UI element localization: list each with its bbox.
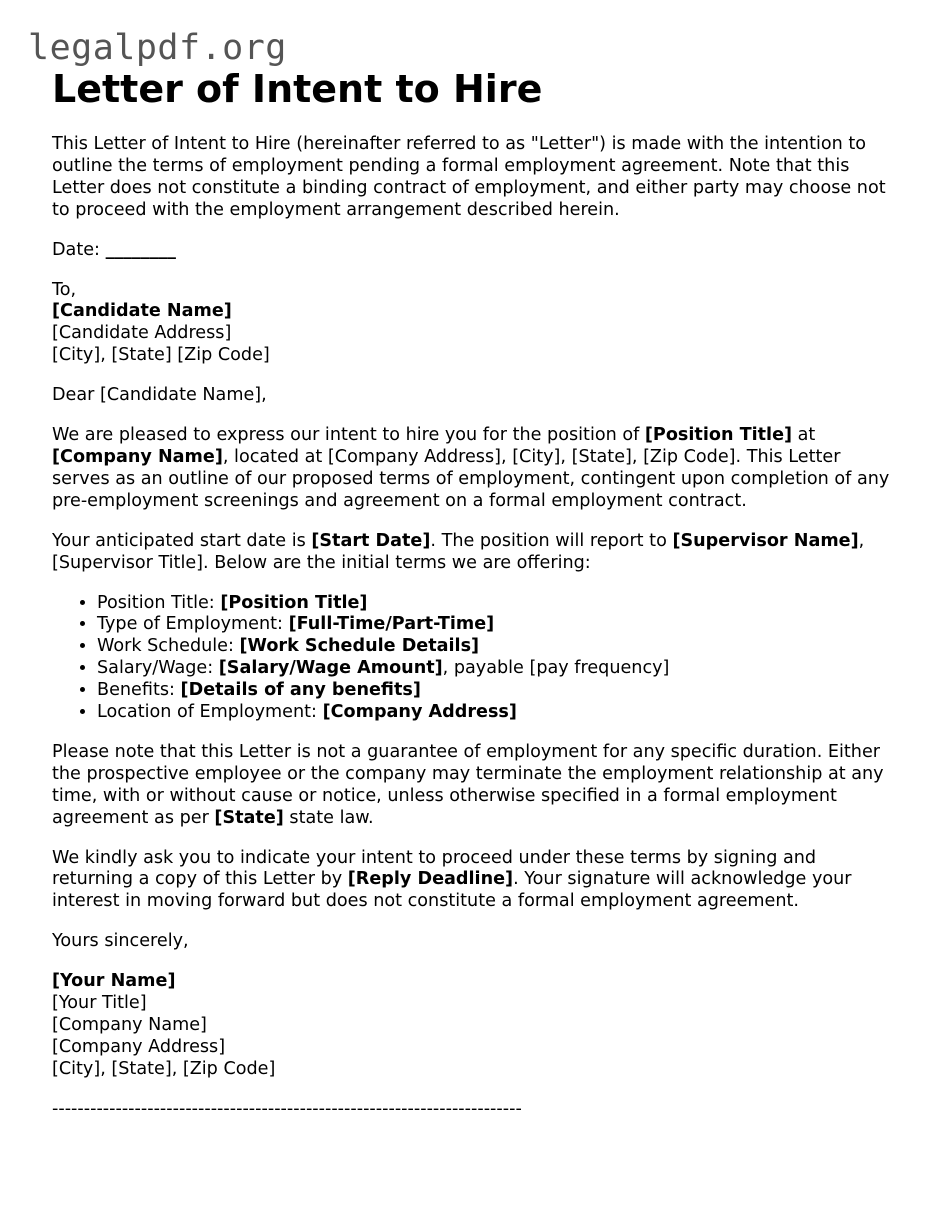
recipient-block: [52, 280, 892, 368]
recipient-city-line: [City], [State] [Zip Code]: [52, 345, 270, 366]
date-line: [52, 240, 892, 262]
start-date-field: [Start Date]: [311, 530, 431, 551]
text-run: We kindly ask you to indicate your intent to proceed under these terms by signing and returning a copy of this Letter by: [52, 847, 817, 890]
company-name-field: [Company Name]: [52, 446, 223, 467]
signer-title: [Your Title]: [52, 993, 147, 1014]
text-run: , [Supervisor Title]. Below are the initial terms we are offering:: [52, 530, 865, 573]
reply-paragraph: [52, 848, 892, 914]
signer-name-text: [Your Name]: [52, 971, 176, 992]
term-label: Type of Employment:: [97, 614, 289, 635]
list-item: [97, 702, 892, 724]
date-blank: ________: [105, 239, 176, 260]
signer-address: [Company Address]: [52, 1036, 226, 1057]
closing: Yours sincerely,: [52, 931, 189, 952]
list-item: [97, 614, 892, 636]
date-label: Date:: [52, 239, 106, 260]
signature-block: [52, 971, 892, 1081]
term-label: Position Title:: [97, 592, 221, 613]
term-value: [Work Schedule Details]: [239, 636, 480, 657]
term-value: [Company Address]: [322, 702, 517, 723]
term-label: Benefits:: [97, 680, 181, 701]
term-label: Salary/Wage:: [97, 658, 219, 679]
list-item: [97, 680, 892, 702]
term-value: [Position Title]: [220, 592, 368, 613]
text-run: Please note that this Letter is not a guarantee of employment for any specific duration. Either the prospective employee or the company may terminate the employment relationship at any time, with or without cause or notice, unless otherwise specified in a formal employment agreement as per: [52, 741, 884, 828]
salutation: Dear [Candidate Name],: [52, 385, 267, 406]
signer-city-line: [City], [State], [Zip Code]: [52, 1058, 276, 1079]
term-label: Work Schedule:: [97, 636, 240, 657]
state-field: [State]: [214, 807, 284, 828]
term-value: [Salary/Wage Amount]: [218, 658, 443, 679]
term-value: [Full-Time/Part-Time]: [288, 614, 495, 635]
recipient-address: [Candidate Address]: [52, 323, 232, 344]
intro-paragraph: This Letter of Intent to Hire (hereinafter referred to as "Letter") is made with the intention to outline the terms of employment pending a formal employment agreement. Note that this Letter does not constitute a binding contract of employment, and either party may choose not to proceed with the employment arrangement described herein.: [52, 134, 886, 220]
term-suffix: , payable [pay frequency]: [442, 658, 670, 679]
list-item: [97, 593, 892, 615]
terms-list: [52, 593, 892, 724]
supervisor-name-field: [Supervisor Name]: [672, 530, 859, 551]
text-run: Your anticipated start date is: [52, 530, 312, 551]
recipient-name: [52, 301, 892, 323]
term-value: [Details of any benefits]: [180, 680, 421, 701]
reply-deadline-field: [Reply Deadline]: [347, 869, 514, 890]
termination-paragraph: [52, 742, 892, 830]
term-label: Location of Employment:: [97, 702, 323, 723]
letter-document: [52, 66, 892, 1121]
position-title-field: [Position Title]: [644, 425, 793, 446]
text-run: . Your signature will acknowledge your interest in moving forward but does not constitute a formal employment agreement.: [52, 869, 852, 912]
divider-line: --------------------------------------------------------------------------: [52, 1098, 522, 1119]
text-run: at: [792, 425, 816, 446]
text-run: state law.: [283, 807, 374, 828]
position-paragraph: [52, 425, 892, 513]
page-title: Letter of Intent to Hire: [52, 67, 543, 111]
text-run: , located at [Company Address], [City], [State], [Zip Code]. This Letter serves as an outline of our proposed terms of employment, contingent upon completion of any pre-employment screenings and agreement on a formal employment contract.: [52, 446, 890, 511]
text-run: . The position will report to: [430, 530, 673, 551]
watermark: legalpdf.org: [28, 28, 287, 68]
signer-name: [52, 971, 892, 993]
recipient-to: To,: [52, 279, 77, 300]
list-item: [97, 658, 892, 680]
signer-company: [Company Name]: [52, 1015, 207, 1035]
recipient-name-text: [Candidate Name]: [52, 301, 232, 322]
text-run: We are pleased to express our intent to hire you for the position of: [52, 425, 645, 446]
start-date-paragraph: [52, 531, 892, 575]
list-item: [97, 636, 892, 658]
